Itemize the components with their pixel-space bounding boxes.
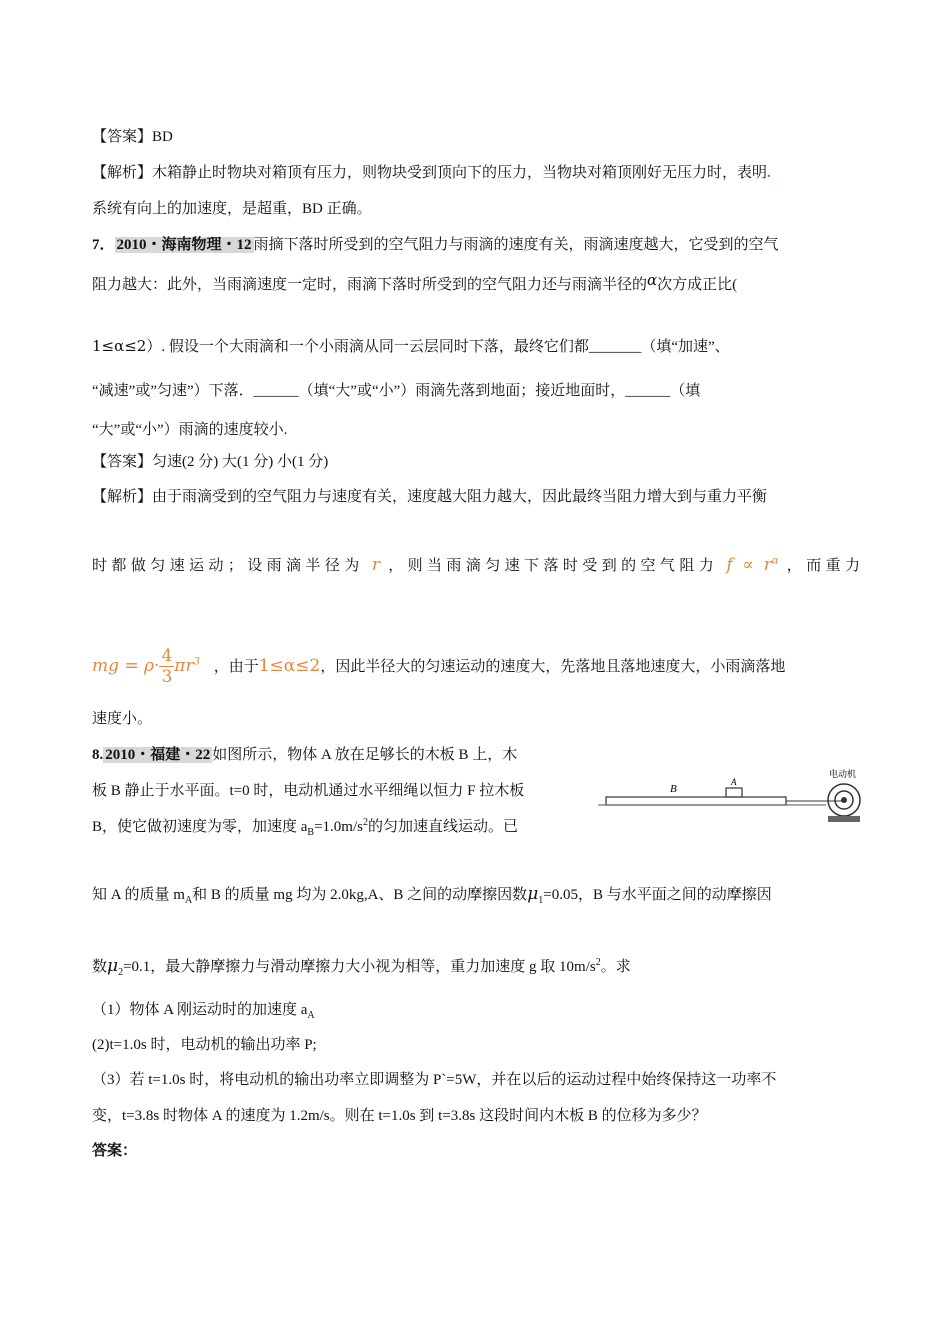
q8-text-5c: 。求 — [600, 959, 631, 975]
prev-analysis-line-2: 系统有向上的加速度，是超重，BD 正确。 — [92, 201, 372, 217]
q7-answer: 【答案】匀速(2 分) 大(1 分) 小(1 分) — [92, 454, 329, 470]
q8-text-1: 如图所示，物体 A 放在足够长的木板 B 上，木 — [212, 747, 518, 763]
q7-analysis-3 — [92, 646, 785, 687]
q7-mg-lhs: mg = ρ· — [92, 656, 160, 676]
q7-text-2-tail: 次方成正比( — [657, 277, 738, 293]
label-a: A — [731, 777, 737, 787]
q7-range: 1≤α≤2 — [92, 337, 147, 355]
prev-analysis-text: 【解析】木箱静止时物块对箱顶有压力，则物块受到顶向下的压力，当物块对箱顶刚好无压力时，表明 — [92, 165, 768, 181]
q7-line-5: “大”或“小”）雨滴的速度较小. — [92, 422, 288, 438]
q7-r-symbol: r — [371, 555, 381, 575]
q8-text-5a: 数 — [92, 959, 108, 975]
q7-analysis-2c: ，而重力 — [786, 558, 861, 574]
q7-fraction — [159, 646, 174, 687]
q8-line-2: 板 B 静止于水平面。t=0 时，电动机通过水平细绳以恒力 F 拉木板 — [92, 783, 525, 799]
q7-frac-den: 3 — [161, 667, 173, 687]
q7-analysis-3a: ，由于 — [213, 659, 259, 675]
q8-text-3b: =1.0m/s — [314, 819, 363, 835]
q8-text-5-sup: 2 — [595, 957, 601, 968]
q7-source-tag: 2010・海南物理・12 — [116, 237, 252, 253]
q8-mu1: μ — [527, 884, 539, 904]
q8-mu2-sub: 2 — [118, 967, 124, 978]
q8-text-3-sup: 2 — [362, 817, 368, 828]
q8-number: 8. — [92, 747, 104, 763]
q7-f-text: f ∝ r — [726, 555, 772, 575]
q7-text-3: ）. 假设一个大雨滴和一个小雨滴从同一云层同时下落，最终它们都_______（填“加速”、 — [146, 339, 730, 355]
q8-part-3-line-2: 变，t=3.8s 时物体 A 的速度为 1.2m/s。则在 t=1.0s 到 t=3.8s 这段时间内木板 B 的位移为多少？ — [92, 1108, 707, 1124]
q8-part-3-line-1: （3）若 t=1.0s 时，将电动机的输出功率立即调整为 P`=5W，并在以后的运动过程中始终保持这一功率不 — [92, 1072, 777, 1088]
q7-analysis-4: 速度小。 — [92, 711, 153, 727]
q7-number: 7． — [92, 237, 115, 253]
board-motor-figure — [598, 764, 864, 830]
q7-frac-num: 4 — [161, 646, 173, 666]
q8-text-5b: =0.1，最大静摩擦力与滑动摩擦力大小视为相等，重力加速度 g 取 10m/s — [123, 959, 596, 975]
prev-answer: 【答案】BD — [92, 129, 173, 145]
q7-text-2: 阻力越大：此外，当雨滴速度一定时，雨滴下落时所受到的空气阻力还与雨滴半径的 — [92, 277, 648, 293]
q7-line-4: “减速”或”匀速”）下落．______（填“大”或“小”）雨滴先落到地面；接近地面时，______（填 — [92, 383, 701, 399]
green-dot-mark: . — [767, 165, 771, 181]
q7-analysis-3b: ，因此半径大的匀速运动的速度大，先落地且落地速度大，小雨滴落地 — [320, 659, 786, 675]
q8-mu2: μ — [107, 956, 119, 976]
q8-line-4 — [92, 884, 772, 905]
q8-text-3c: 的匀加速直线运动。已 — [367, 819, 518, 835]
q7-mg-formula — [92, 646, 200, 687]
label-motor: 电动机 — [829, 770, 857, 780]
q8-text-4a: 知 A 的质量 m — [92, 887, 185, 903]
q7-alpha: α — [647, 271, 658, 289]
q7-mg-rhs: πr — [174, 656, 194, 676]
q7-analysis-2b: ，则当雨滴匀速下落时受到的空气阻力 — [388, 558, 719, 574]
q7-text-1: 雨摘下落时所受到的空气阻力与雨滴的速度有关，雨滴速度越大，它受到的空气 — [253, 237, 779, 253]
q7-analysis-2a: 时都做匀速运动；设雨滴半径为 — [92, 558, 364, 574]
q7-range-orange: 1≤α≤2 — [258, 656, 321, 676]
q8-answer-label: 答案： — [92, 1143, 138, 1159]
label-b: B — [670, 783, 677, 795]
q8-part-1 — [92, 1000, 315, 1020]
q8-source-tag: 2010・福建・22 — [105, 747, 211, 763]
q7-f-formula — [726, 555, 778, 575]
q8-text-3a: B，使它做初速度为零，加速度 a — [92, 819, 308, 835]
q8-text-4-sub: A — [184, 895, 193, 906]
figure-svg — [598, 764, 864, 830]
q8-mu1-sub: 1 — [538, 895, 544, 906]
board-b-shape — [606, 797, 786, 805]
q7-mg-exp: 3 — [193, 656, 200, 668]
q8-text-3-sub: B — [307, 827, 315, 838]
q7-line-2 — [92, 270, 737, 295]
q7-analysis-2 — [92, 555, 860, 576]
q8-line-1 — [92, 745, 517, 765]
q8-part1-sub: A — [307, 1010, 315, 1021]
motor-base — [828, 816, 860, 822]
prev-analysis-line-1 — [92, 163, 771, 183]
q7-f-exp: α — [771, 555, 779, 567]
q8-text-4c: =0.05，B 与水平面之间的动摩擦因 — [543, 887, 772, 903]
q8-line-3 — [92, 817, 518, 837]
q7-analysis-1: 【解析】由于雨滴受到的空气阻力与速度有关，速度越大阻力越大，因此最终当阻力增大到与重力平衡 — [92, 489, 768, 505]
q7-line-1 — [92, 235, 779, 255]
q7-line-3 — [92, 336, 730, 357]
q8-text-4b: 和 B 的质量 mg 均为 2.0kg,A、B 之间的动摩擦因数 — [192, 887, 528, 903]
block-a-shape — [726, 788, 742, 797]
q8-part1-text: （1）物体 A 刚运动时的加速度 a — [92, 1002, 308, 1018]
motor-axle — [841, 797, 847, 803]
q8-part-2: (2)t=1.0s 时，电动机的输出功率 P; — [92, 1037, 317, 1053]
q8-line-5 — [92, 956, 631, 977]
